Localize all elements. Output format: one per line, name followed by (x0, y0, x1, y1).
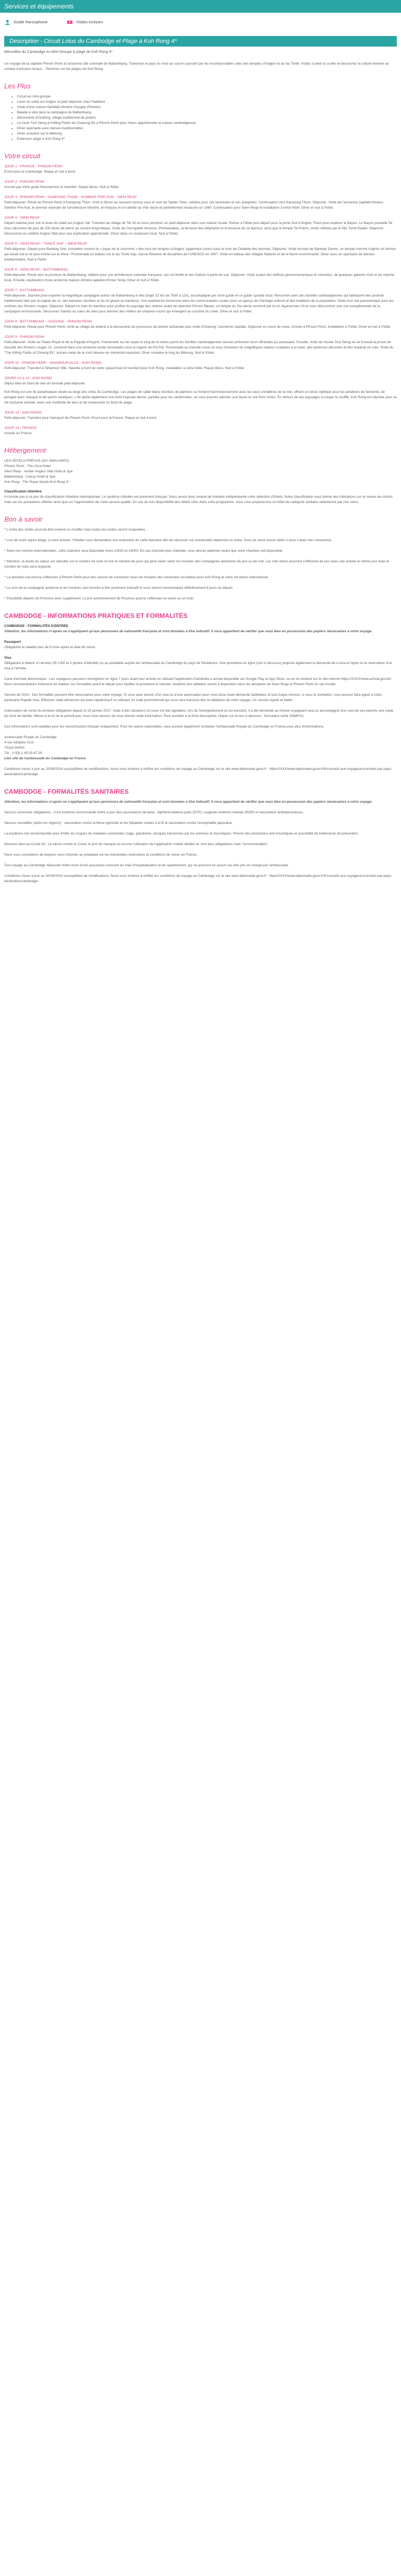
day (4, 164, 397, 175)
bonasavoir-para: * Lors de votre séjour plage, à votre arrivée, l'hôtelier vous demandera une empreinte de carte bancaire afin de sécuriser vos éventuelles dépenses en extra. Vous ne serez aucun débit si vous n'avez rien consommé. (4, 538, 332, 542)
sanitaires-para: Conditions mises à jour au 20/09/2024 susceptibles de modifications. Nous vous invitons à vérifier les conditions de voyage au Cambodge sur le site www.diplomatie.gouv.fr : https/XXXX/www.diplomatie.gouv.fr/fr/conseils-aux-voyageurs/conseils-par-pays-destination/cambodge (4, 874, 393, 883)
sanitaires-attention: Attention, les informations ci-après ne s'appliquent qu'aux personnes de nationalité française et sont données à titre indicatif. Il vous appartient de vérifier que vous êtes en possession des papiers nécessaires à votre voyage. (4, 800, 372, 804)
day-title: JOUR 5 : SIEM REAP – TONLÉ SAP – SIEM REAP (4, 242, 87, 246)
plus-list (4, 94, 397, 142)
day (4, 335, 397, 356)
ambassade-line: 75116 PARIS (4, 746, 25, 750)
day-title: JOUR 9 : PHNOM PENH (4, 335, 44, 339)
day (4, 179, 397, 190)
day-body: Accueil par votre guide francophone et transfert. Repas libres. Nuit à l'hôtel. (4, 185, 120, 189)
plus-item: • Balade à vélo dans la campagne de Battambang (17, 110, 397, 115)
visa-label: Visa (4, 656, 12, 660)
ambassade-link[interactable]: Lien site de l'ambassade du Cambodge en France (4, 757, 86, 760)
sanitaires-para: La prudence est recommandée pour limiter les risques de maladies vectorielles (rage, paludisme, dengue) transmises par les animaux et moustiques. Prévoir des protections anti-moustiques et possibilité de traitements de prévention. (4, 832, 359, 836)
day (4, 319, 397, 330)
koh-rong-description: Koh Rong est une île paradisiaque située au large des côtes du Cambodge. Les plages de sable blanc bordées de palmiers se fondent harmonieusement avec les eaux cristallines de la mer, offrant un décor idyllique pour les amateurs de farniente, de plongée avec masque et de sports nautiques. L'île abrite également une forêt tropicale dense, parfaite pour les randonnées, où vous pourrez admirer une faune et une flore riches. En dehors de ses paysages à couper le souffle, Koh Rong est réputée pour sa vie nocturne animée, avec une multitude de bars et de restaurants en bord de plage. (4, 390, 397, 405)
circuit-title: Votre circuit (4, 152, 41, 160)
passeport-label: Passeport (4, 640, 21, 644)
hotel-subtitle: LES HÔTELS PRÉVUS (OU SIMILAIRES) (4, 459, 69, 463)
day-body: Départ matinal pour voir le lever du soleil sur Angkor Vat. Transfert au village de Tik Vit où vous prendrez un petit-déjeuner dans une maison locale. Retour à l'hôtel puis départ pour la porte Sud d'Angkor Thom pour explorer le Bayon. Le Bayon possède 54 tours décorées de plus de 200 faces de pierre au sourire énigmatique. Visite de l'incroyable terrasse, Phimeanakas, la terrasse des éléphants et la terrasse du roi lépreux, ainsi que le temple Ta Prohm, rendu célèbre par le film Tomb Raider. Déjeuner. Découverte du célèbre Angkor Wat pour une exploration approfondie. Dîner dans un restaurant local. Nuit à l'hôtel. (4, 221, 393, 236)
sanitaires-title: CAMBODGE - FORMALITÉS SANITAIRES (4, 788, 129, 795)
formalites-attention: Attention, les informations ci-après ne s'appliquent qu'aux personnes de nationalité française et sont données à titre indicatif. Il vous appartient de vérifier que vous êtes en possession des papiers nécessaires à votre voyage. (4, 630, 372, 633)
plus-item: • Dîner croisière sur le Mékong (17, 131, 397, 137)
sanitaires-para: Vaccins universels obligatoires : Il est toutefois recommandé d'être à jour des vaccinations de base : diphtérie-tétanos-polio (DTP), rougeole-oreillons-rubéole (ROR) et vaccination antituberculeuse. (4, 811, 304, 814)
services-title: Services et équipements (4, 3, 74, 10)
day-body: Séjour libre en bord de mer en formule petit-déjeuner. (4, 382, 86, 385)
day-body: Arrivée en France. (4, 432, 33, 435)
day-body: Petit-déjeuner. Journée pour explorer la magnifique campagne autour de Battambang à vélo (trajet 22 km de 7h30 à 12h), accompagné par votre guide et un guide cycliste local. Rencontre avec des familles cambodgiennes qui fabriquent des produits traditionnels faits par du papier de riz, des bananes séchées et du riz gluant au bambou). Une expérience immersive dans les communautés rurales pour un aperçu de l'héritage culturel et des traditions de la population. Visite d'un site panoramique pour les victimes des Khmers rouges. Déjeuner. Départ en train en bambou pour profiter du paysage des rizières avant de rejoindre Phnom Banan, un temple du XIe siècle construit par le roi Jayavarman VII et vous découvrirez une vue exceptionnelle de la campagne environnante. Découvrez Sambo au cœur de sites pour admirer des milliers de chauves-souris qui émergent au coucher du soleil. Dîner et nuit à l'hôtel. (4, 294, 394, 313)
day-title: JOUR 10 : PHNOM PENH - SIHANOUKVILLE – KOH RONG (4, 361, 102, 365)
sanitaires-para: Mesures liées au Covid-19 : Le vaccin contre le Covid, le port du masque ou encore l'utilisation de l'application mobile dédiée ne sont plus obligatoires mais "recommandées". (4, 842, 269, 846)
day (4, 426, 397, 436)
plus-item: • Extension plage à Koh Rong 4* (17, 137, 397, 142)
hotel-line: Siem Reap : Amber Angkor Villa Hotel & Spa (4, 470, 73, 473)
formalites-title: CAMBODGE - INFORMATIONS PRATIQUES ET FORMALITÉS (4, 612, 188, 620)
day-title: JOUR 1 : FRANCE - PHNOM PENH (4, 165, 62, 168)
ticket-icon (67, 19, 73, 25)
formalites-block (4, 640, 397, 650)
bonasavoir-para: * Selon les normes internationales, votre chambre sera disponible entre 12h00 et 14h00. En cas d'arrivée plus matinale, vous devrez patienter avant que votre chambre soit disponible. (4, 549, 284, 553)
bonasavoir-title: Bon à savoir (4, 515, 43, 523)
plus-item: • La route Toul Sleng et Killing Fields de Choeung Ek à Phnom Penh pour mieux appréhender la culture cambodgienne (17, 121, 397, 126)
day (4, 216, 397, 237)
sanitaires-para: Vaccins conseillés (selon les régions) : vaccination contre la fièvre typhoïde et les hépatites virales A et B et vaccination contre l'encéphalite japonaise. (4, 821, 233, 825)
day-body: Petit-déjeuner. Transfert pour l'aéroport de Phnom Penh. Envol pour la France. Repas et nuit à bord. (4, 416, 157, 420)
plus-item: • Dîner spectacle avec danses traditionnelles (17, 126, 397, 131)
services-header (0, 0, 401, 13)
day-title: JOUR 3 : PHNOM PENH - KAMPONG THOM - SAMBOR PREI KUK - SIEM REAP (4, 195, 137, 199)
formalites-para: Ces informations sont valables pour les ressortissants français uniquement. Pour les autres nationalités, vous pouvez également contacter l'ambassade Royale du Cambodge en France pour plus d'informations. (4, 725, 324, 729)
bonasavoir-para: * Attention, la durée du séjour est calculée sur le nombre de nuits et non le nombre de jours qui peut varier selon les horaires des compagnies aériennes de jour ou de nuit. Les vols retour pourront s'effectuer de jour avec une arrivée le même jour mais le nombre de nuits sera respecté. (4, 560, 389, 569)
sanitaires-para: Tout voyage au Cambodge nécessite d'être muni d'une assurance couvrant les frais d'hospitalisation et de rapatriement, qui ne pourront en aucun cas être pris en charge par l'ambassade. (4, 864, 289, 867)
classif-label: Classification hôtelière (4, 490, 42, 493)
ambassade-address (4, 735, 397, 761)
hotel-line: Koh Rong : The Royal Sands Koh Rong 4* (4, 480, 69, 484)
day (4, 390, 397, 406)
bonasavoir-para: * La dernière nuit pourra s'effectuer à Phnom Penh pour des raisons de connexion avec les horaires des traversées en bateau pour Koh Rong et votre vol retour international. (4, 576, 269, 579)
day-body: Petit-déjeuner. Transfert à Sihanouk Ville. Navette à bord de notre speed boat et transfert pour Koh Rong. Installation à votre hôtel. Repas libres. Nuit à l'hôtel. (4, 366, 245, 370)
services-row (0, 19, 401, 25)
hotel-line: Battambang : Classy Hotel & Spa (4, 475, 56, 479)
day-title: JOUR 2 : PHNOM PENH (4, 180, 44, 184)
day (4, 195, 397, 211)
day-title: JOUR 14 : FRANCE (4, 426, 37, 430)
plus-item: • Circuit en mini-groupe (17, 94, 397, 100)
description-intro: Un voyage de la capitale Phnom Penh à l'ancienne cité coloniale de Battambang. Traversez le pays du nord au sud en passant par les incontournables sites des temples d'Angkor et du lac Tonlé. Visitez à pied ou à vélo et découvrez la culture khmère au contact d'artisans locaux... Terminez sur les plages de Koh Rong. (4, 62, 389, 71)
service-visites-label: Visites incluses (76, 20, 103, 24)
day (4, 410, 397, 421)
service-guide-label: Guide francophone (14, 20, 48, 24)
day-body: Petit-déjeuner. Route vers la province de Battambang, célèbre pour son architecture coloniale française, son sol fertile et ses rizières à perte de vue. Déjeuner. Visite à pied des édifices gouvernementaux et coloniaux, de quelques galeries d'art et du marché local. Ensuite, exploration d'une ancienne maison khmère appelée Khmer Song. Dîner et nuit à l'hôtel. (4, 273, 395, 282)
formalites-para: Service de VISA : Des formalités peuvent être nécessaires pour votre voyage. Si vous avez besoin d'un visa ou d'une autorisation pour vous et/ou toute demande facilitateur et tout risque d'erreur, si vous le souhaitez, vous pouvez faire appel à notre partenaire Rapide Visa. Effectuer cette démarche via www.rapidevisa.fr en utilisant un code promotionnel qui vous sera transmis dès la validation de votre voyage. Un service rapide et fiable. (4, 693, 382, 702)
formalites-para: Autorisation de sortie du territoire obligatoire depuis le 15 janvier 2017. Suite à des situations où nous ont été signalées, lors de l'enregistrement ou du transfert, il a été demandé au mineur voyageant seul ou accompagné d'un seul de ses parents une copie du livret de famille. Même si la loi ne le prévoit pas, nous vous devons de vous donner cette information. Pour accéder à la fiche descriptive, cliquer sur le lien ci-dessous : formulaire cerfa 15646*01 (4, 709, 394, 718)
formalites-conditions: Conditions mises à jour au 20/09/2024 susceptibles de modifications. Nous vous invitons à vérifier les conditions de voyage au Cambodge sur le site www.diplomatie.gouv.fr : https/XXXX/www.diplomatie.gouv.fr/fr/conseils-aux-voyageurs/conseils-par-pays-destination/cambodge (4, 767, 393, 776)
day-title: JOUR 7 : BATTAMBANG (4, 289, 44, 292)
day (4, 241, 397, 263)
day (4, 288, 397, 315)
plus-item: • Visite d'une maison familiale khmère chargée d'histoire (17, 105, 397, 110)
passeport-body: Obligatoire et valable plus de 6 mois après la date de retour. (4, 645, 96, 649)
sanitaires-para: Nous vous conseillons de toujours vous informer au préalable sur les éventuelles restrictions et conditions de retour en France. (4, 853, 198, 857)
bonasavoir-para: * Le nom de la compagnie aérienne et les horaires sont donnés à titre purement indicatif et vous seront communiqués définitivement 8 jours du départ. (4, 586, 233, 590)
ambassade-line: 4 rue Adolphe Yvon (4, 741, 34, 744)
guide-icon (4, 19, 11, 25)
formalites-subtitle: CAMBODGE - FORMALITÉS D'ENTRÉE (4, 624, 69, 628)
description-bar (4, 36, 397, 47)
classif-text: Il n'existe pas à ce jour de classification hôtelière internationale. Le système d'étoiles est purement français. Nous avons donc évalué de manière indépendante notre sélection d'hôtels. Notre classification vous donne des indications sur le niveau de confort mais sur les prestations offertes ainsi que sur l'appréciation de notre service qualité. En cas de non disponibilité des hôtels cités dans votre programme, nous vous proposerons un hôtel de catégorie similaire sélectionné par nos soins. (4, 495, 393, 504)
plus-item: • Lever du soleil sur Angkor et petit déjeuner chez l'habitant (17, 100, 397, 105)
day (4, 267, 397, 283)
ambassade-line: Ambassade Royale du Cambodge (4, 735, 57, 739)
day-body: Envol pour le Cambodge. Repas et nuit à bord. (4, 170, 76, 174)
day (4, 361, 397, 371)
day-body: Petit-déjeuner. Route de Phnom Penh à Kampong Thom. Arrêt à Skuon au souvent connus sous le nom de Spider Town, célèbre pour ses tarentules et ses araignées. Continuation vers Kampong Thom. Déjeuner. Visite de l'ancienne capitale khmère, Sambor Prei Kuk, le premier exemple de l'architecture khmère, en briques et en latérite du VIIe siècle et partiellement restaurés en 1980. Continuation pour Siem Reap et installation à votre hôtel. Dîner et nuit à l'hôtel. (4, 201, 384, 210)
day-title: JOURS 10 à 13 : KOH RONG (4, 376, 52, 380)
bonasavoir-para: * Possibilité départs de Province avec supplément. Le pré acheminement de Province pourra s'effectuer en avion ou en train. (4, 597, 195, 600)
day-body: Petit-déjeuner. Route pour Phnom Penh. Arrêt au village de poterie à la découverte du processus de poterie artisanale puis visite d'Oudong, l'ancienne capitale. Déjeuner en cours de route. Arrivée à Phnom Penh, installation à l'hôtel. Dîner et nuit à l'hôtel. (4, 325, 391, 329)
plus-item: • Découverte d'Oudong, village traditionnel de potiers (17, 115, 397, 121)
day-title: JOUR 6 : SIEM REAP – BATTAMBANG (4, 268, 68, 272)
service-guide (4, 19, 48, 25)
hotel-line: Phnom Penh : The Onra Hotel (4, 464, 51, 468)
visa-body: Obligatoire à obtenir à l'arrivée (35 USD et 2 photos d'identité) ou au préalable auprès de l'ambassade du Cambodge du pays de Résidence. Une procédure en ligne (voir ci-dessous) propose également la demande de e-visa en ligne ou la réservation d'un visa à l'arrivée. (4, 661, 393, 670)
formalites-para: Carte d'arrivée électronique : Les voyageurs peuvent s'enregistrer en ligne 7 jours avant leur arrivée en utilisant l'application Cambodia e-arrival disponible sur Google Play et App Store, ou en se rendant sur le site internet https://XXXX/www.arrival.gov.kh/. Nous recommandons fortement de réaliser ces formalités avant le départ pour faciliter la procédure à l'arrivée, toutefois des tablettes seront à disposition dans les aéroports de Siem Reap et Phnom Penh en cas d'oubli. (4, 677, 392, 686)
formalites-block (4, 656, 397, 671)
description-subtitle: Merveilles du Cambodge en Mini-Groupe & plage de Koh Rong 4* (4, 50, 113, 54)
day-body: Petit-déjeuner. Départ pour Banteay Srei, considéré comme le « joyau de la couronne » des tous les temples d'Angkor, également connu sous le nom de Citadelle des femmes. Déjeuner. Visite ensuite de Banteay Samre, un temple nommé d'après un fermier qui aurait tué le roi puis monté sur le trône ! Promenade en bateau sur le lac Tonlé Sap, classé Réserve de biosphère de l'UNESCO en 1997. Visite en bateau des villages flottants et de la faune environnante. Dîner avec un spectacle de danses traditionnelles. Nuit à l'hôtel. (4, 247, 396, 262)
day (4, 376, 397, 387)
bonasavoir-para: * L'ordre des visites pourrait être inversé ou modifié mais toutes les visites seront respectées. (4, 528, 147, 532)
day-body: Petit-déjeuner. Visite du Palais Royal et de la Pagode d'Argent. Promenade sur les quais le long de la rivière parmi les familles cambodgiennes venues présenter leurs offrandes au sanctuaire. Ensuite, visite du musée Toul Sleng où se trouvait la prison de sécurité des Khmers rouges 21, construit dans une ancienne école secondaire sous le régime de Pol Pot. Promenade au marché russe où vous trouverez de magnifiques statues sculptées à la main, des lanternes décorées et des foulards en soie. Visite du "The Killing Fields of Choeng Ek", ancien camp de la mort devenu un mémorial important. Dîner croisière le long du Mékong. Nuit à l'hôtel. (4, 340, 394, 355)
hotel-list (4, 459, 397, 485)
day-title: JOUR 8 : BATTAMBANG – OUDONG - PHNOM PENH (4, 320, 92, 324)
plus-title: Les Plus (4, 82, 31, 90)
circuit-days (4, 164, 397, 436)
day-title: JOUR 4 : SIEM REAP (4, 216, 40, 220)
description-title: Description - Circuit Lotus du Cambodge et Plage à Koh Rong 4* (10, 38, 177, 44)
ambassade-line: Tél : (+33) 1.45.03.47.20 (4, 751, 42, 755)
day-title: JOUR 13 : KOH RONG (4, 411, 42, 415)
hebergement-title: Hébergement (4, 446, 46, 454)
service-visites (67, 19, 103, 25)
